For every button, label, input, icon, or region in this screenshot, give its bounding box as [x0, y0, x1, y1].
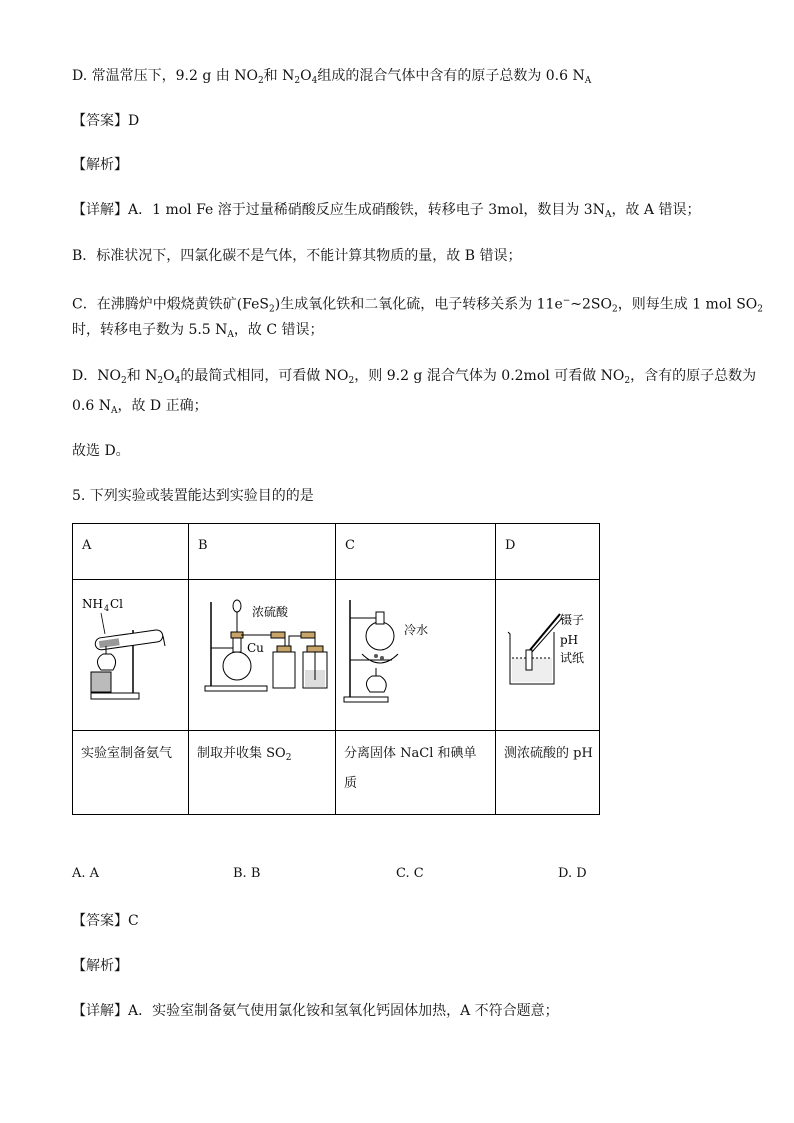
sublimation-apparatus-figure [336, 580, 495, 730]
detail2-a: 【详解】A．实验室制备氨气使用氯化铵和氢氧化钙固体加热，A 不符合题意； [72, 1003, 559, 1019]
ph-test-figure [496, 580, 599, 730]
detail-b: B．标准状况下，四氯化碳不是气体，不能计算其物质的量，故 B 错误； [72, 248, 522, 264]
so2-apparatus-figure [189, 580, 335, 730]
header-a: A [72, 523, 189, 580]
ammonia-apparatus-figure [73, 580, 188, 730]
analysis-label-2: 【解析】 [72, 958, 128, 974]
caption-a: 实验室制备氨气 [72, 730, 189, 815]
option-b: B. B [233, 866, 261, 881]
figure-cell-c [335, 579, 496, 731]
nh4cl-sub: 4 [104, 604, 110, 613]
answer-label: 【答案】D [72, 113, 140, 129]
question-5: 5. 下列实验或装置能达到实验目的的是 [72, 488, 314, 504]
figure-cell-a [72, 579, 189, 731]
detail-a: 【详解】A．1 mol Fe 溶于过量稀硝酸反应生成硝酸铁，转移电子 3mol，数目为 $3N_A$，故 A 错误； [72, 202, 701, 220]
tweezers-label: 镊子 [560, 613, 585, 627]
option-a: A. A [72, 866, 100, 881]
option-d-statement: D. 常温常压下，9.2 g 由 $NO_2$和 $N_2O_4$组成的混合气体中含有的原子总数为 0.6 $N_A$ [72, 68, 592, 86]
nh4cl-tail: Cl [110, 597, 124, 611]
option-d: D. D [558, 866, 587, 881]
test-paper-label: 试纸 [560, 651, 585, 665]
conc-h2so4-label: 浓硫酸 [252, 605, 289, 619]
caption-c: 分离固体 NaCl 和碘单质 [335, 730, 496, 815]
detail-d-line1: D．$NO_2$和 $N_2O_4$的最简式相同，可看做 $NO_2$，则 9.2 g 混合气体为 0.2mol 可看做 $NO_2$，含有的原子总数为 [72, 368, 757, 386]
header-b: B [188, 523, 336, 580]
cold-water-label: 冷水 [404, 623, 429, 637]
detail-c-line1: C．在沸腾炉中煅烧黄铁矿(FeS$_2$)生成氧化铁和二氧化硫，电子转移关系为 $11e^-\sim 2SO_2$，则每生成 1 mol $SO_2$ [72, 296, 763, 315]
analysis-label: 【解析】 [72, 157, 128, 173]
detail-d-line2: 0.6 $N_A$，故 D 正确； [72, 398, 208, 416]
ph-label: pH [560, 633, 579, 647]
option-c: C. C [396, 866, 424, 881]
figure-cell-d [495, 579, 600, 731]
experiment-table [72, 523, 600, 815]
answer-label-2: 【答案】C [72, 913, 139, 929]
caption-d: 测浓硫酸的 pH [495, 730, 600, 815]
nh4cl-label: NH [82, 597, 103, 611]
caption-b: 制取并收集 $SO_2$ [188, 730, 336, 815]
figure-cell-b [188, 579, 336, 731]
header-d: D [495, 523, 600, 580]
header-c: C [335, 523, 496, 580]
conclusion: 故选 D。 [72, 443, 130, 459]
detail-c-line2: 时，转移电子数为 5.5 $N_A$，故 C 错误； [72, 322, 324, 340]
cu-label: Cu [247, 641, 264, 655]
